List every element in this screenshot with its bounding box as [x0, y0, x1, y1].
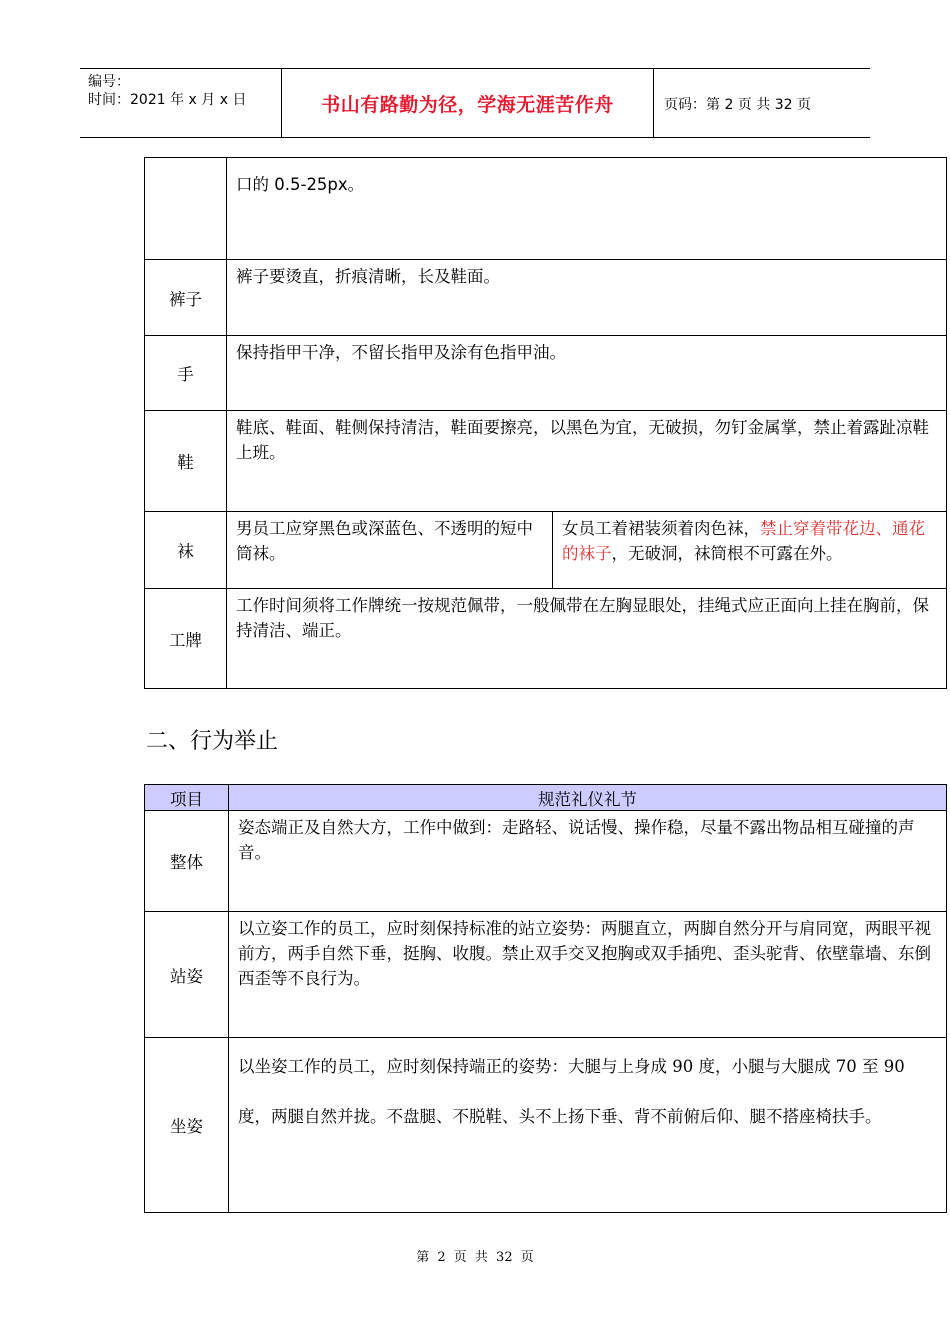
table-row [145, 260, 947, 336]
table-row [145, 336, 947, 411]
socks-female-prefix: 女员工着裙装须着肉色袜， [562, 519, 760, 538]
row-label: 站姿 [145, 912, 229, 1038]
table-row [145, 589, 947, 689]
row-text: 以坐姿工作的员工，应时刻保持端正的姿势：大腿与上身成 90 度，小腿与大腿成 70 至 90 度，两腿自然并拢。不盘腿、不脱鞋、头不上扬下垂、背不前俯后仰、腿不搭座椅扶手。 [229, 1038, 947, 1213]
table-row [145, 411, 947, 512]
page-header [80, 68, 870, 138]
table-row [145, 1038, 947, 1213]
table-header-row [145, 785, 947, 811]
row-label: 鞋 [145, 411, 227, 512]
row-label: 袜 [145, 512, 227, 589]
row-label: 坐姿 [145, 1038, 229, 1213]
column-header-item: 项目 [145, 785, 229, 811]
header-page-cell [654, 69, 870, 137]
header-meta [80, 69, 282, 137]
page-footer: 第 2 页 共 32 页 [416, 1250, 534, 1265]
row-label [145, 158, 227, 260]
table-row [145, 158, 947, 260]
document-date: 时间：2021 年 x 月 x 日 [88, 92, 247, 108]
socks-female-warning: 禁止穿着带花边、通花的袜子 [562, 519, 925, 563]
row-text: 以立姿工作的员工，应时刻保持标准的站立姿势：两腿直立，两脚自然分开与肩同宽，两眼平视前方，两手自然下垂，挺胸、收腹。禁止双手交叉抱胸或双手插兜、歪头驼背、依壁靠墙、东倒西歪等不良行为。 [229, 912, 947, 1038]
header-page-number: 页码：第 2 页 共 32 页 [664, 97, 811, 113]
row-label: 工牌 [145, 589, 227, 689]
attire-table [144, 157, 947, 689]
table-row [145, 811, 947, 912]
row-text: 裤子要烫直，折痕清晰，长及鞋面。 [227, 260, 947, 336]
table-row [145, 912, 947, 1038]
row-text: 保持指甲干净，不留长指甲及涂有色指甲油。 [227, 336, 947, 411]
socks-female-text [553, 512, 947, 589]
row-label: 裤子 [145, 260, 227, 336]
document-number-label: 编号： [88, 74, 130, 90]
column-header-standard: 规范礼仪礼节 [229, 785, 947, 811]
row-label: 整体 [145, 811, 229, 912]
row-text: 鞋底、鞋面、鞋侧保持清洁，鞋面要擦亮，以黑色为宜，无破损，勿钉金属掌，禁止着露趾凉鞋上班。 [227, 411, 947, 512]
table-row [145, 512, 947, 589]
row-label: 手 [145, 336, 227, 411]
row-text: 工作时间须将工作牌统一按规范佩带，一般佩带在左胸显眼处，挂绳式应正面向上挂在胸前，保持清洁、端正。 [227, 589, 947, 689]
socks-male-text: 男员工应穿黑色或深蓝色、不透明的短中筒袜。 [227, 512, 553, 589]
row-text: 姿态端正及自然大方，工作中做到：走路轻、说话慢、操作稳，尽量不露出物品相互碰撞的声音。 [229, 811, 947, 912]
section-title: 二、行为举止 [146, 729, 279, 754]
socks-female-suffix: ，无破洞，袜筒根不可露在外。 [611, 544, 843, 563]
header-motto-cell [282, 69, 654, 137]
row-text: 口的 0.5-25px。 [227, 158, 947, 260]
behavior-table [144, 784, 947, 1213]
header-motto: 书山有路勤为径，学海无涯苦作舟 [321, 93, 614, 116]
